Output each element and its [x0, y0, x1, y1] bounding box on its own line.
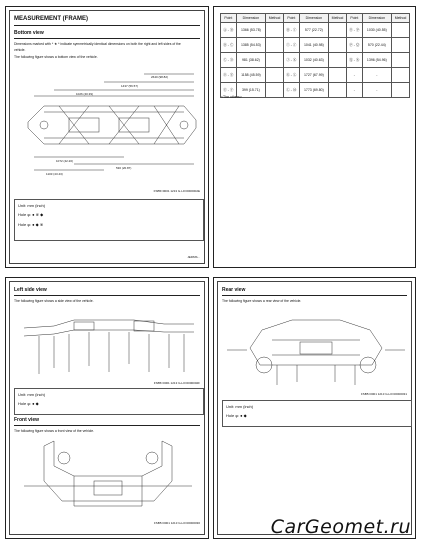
section-heading: Left side view — [14, 287, 47, 293]
table-cell: Ⓓ - Ⓔ — [221, 68, 237, 83]
legend-box — [14, 199, 204, 241]
col-header: Point — [346, 14, 362, 23]
table-cell: 1041 (40.98) — [299, 38, 328, 53]
table-header-row — [221, 14, 410, 23]
table-cell — [266, 23, 284, 38]
table-cell — [266, 53, 284, 68]
dim-label: 2640 (98.82) — [151, 75, 169, 79]
intro-text-2: vehicle. — [14, 48, 26, 52]
table-row — [221, 53, 410, 68]
table-cell: 577 (22.72) — [299, 23, 328, 38]
legend-row: Hole φ: ● ◆ ※ — [18, 222, 44, 227]
col-header: Dimension — [299, 14, 328, 23]
rear-view-frame-diagram — [222, 310, 410, 390]
table-cell: Ⓚ - Ⓛ — [283, 68, 299, 83]
site-logo: CarGeomet.ru — [270, 516, 411, 538]
title-rule — [14, 25, 200, 26]
section-rule — [14, 38, 200, 39]
table-cell: - — [362, 68, 391, 83]
table-cell — [329, 83, 347, 98]
table-cell: 399 (15.71) — [236, 83, 265, 98]
table-cell: 1385 (54.53) — [236, 38, 265, 53]
intro-text: The following figure shows a rear view of the vehicle. — [222, 299, 302, 303]
legend-row: Hole φ: ● ◆ — [226, 413, 247, 418]
intro-text: The following figure shows a side view of the vehicle. — [14, 299, 94, 303]
table-cell: 1396 (54.96) — [362, 53, 391, 68]
table-cell — [392, 83, 410, 98]
section-rule — [14, 295, 200, 296]
section-heading: Rear view — [222, 287, 246, 293]
legend-row: Hole φ: ● ◆ — [18, 401, 39, 406]
table-cell — [329, 23, 347, 38]
doc-title: MEASUREMENT (FRAME) — [14, 16, 88, 22]
table-cell: - — [346, 68, 362, 83]
table-row — [221, 23, 410, 38]
figure-code: FSB5=0001 1213 G-L0=0000002E — [153, 189, 200, 193]
unit-title: Unit: mm (inch) — [226, 404, 254, 409]
intro-text-1: Dimensions marked with * ★ * indicate symmetrically identical dimensions on both the right and left sides of the — [14, 42, 181, 46]
figure-code: FSB5=0001 1213 G-L0=00000030 — [153, 521, 200, 525]
table-cell — [392, 38, 410, 53]
dim-label: 1103 (43.43) — [46, 172, 63, 176]
table-cell: 1032 (40.63) — [299, 53, 328, 68]
front-view-frame-diagram — [14, 436, 202, 516]
table-cell: Ⓗ - Ⓘ — [283, 23, 299, 38]
page-bottom-view — [5, 6, 209, 268]
table-row — [221, 38, 410, 53]
intro-text: The following figure shows a front view of the vehicle. — [14, 429, 95, 433]
figure-code: FSB5=0001 1213 G-L0=0000002F — [153, 381, 200, 385]
table-cell: Ⓟ - Ⓠ — [346, 38, 362, 53]
table-cell: Ⓙ - Ⓚ — [283, 53, 299, 68]
table-cell — [392, 68, 410, 83]
col-header: Method — [329, 14, 347, 23]
table-cell: 1158 (45.59) — [236, 68, 265, 83]
table-cell: Ⓛ - Ⓜ — [283, 83, 299, 98]
table-cell: Ⓑ - Ⓒ — [221, 38, 237, 53]
table-cell: Ⓒ - Ⓓ — [221, 53, 237, 68]
col-header: Method — [392, 14, 410, 23]
figure-code: FSB5=0001 1213 G-L0=00000031 — [360, 392, 407, 396]
table-cell: 570 (22.44) — [362, 38, 391, 53]
page-rear-view — [213, 277, 416, 539]
section-heading: Front view — [14, 417, 40, 423]
table-cell: 1366 (53.78) — [236, 23, 265, 38]
dimension-table — [220, 13, 410, 98]
page-dimension-table — [213, 6, 416, 268]
table-cell: 981 (38.62) — [236, 53, 265, 68]
table-cell — [266, 83, 284, 98]
unit-title: Unit: mm (inch) — [18, 203, 46, 208]
table-cell: Ⓐ - Ⓑ — [221, 23, 237, 38]
unit-title: Unit: mm (inch) — [18, 392, 46, 397]
table-note: <The others> — [221, 95, 242, 99]
page-side-front-view — [5, 277, 209, 539]
table-cell — [266, 38, 284, 53]
legend-box — [14, 388, 204, 415]
col-header: Point — [221, 14, 237, 23]
col-header: Method — [266, 14, 284, 23]
table-cell — [329, 68, 347, 83]
section-rule — [222, 295, 407, 296]
dim-label: 1072 (42.20) — [56, 159, 74, 163]
table-row — [221, 83, 410, 98]
dim-label: 530 (20.87) — [116, 166, 132, 170]
bottom-view-frame-diagram — [14, 62, 202, 182]
table-cell: Ⓞ - Ⓟ — [346, 23, 362, 38]
intro-text-3: The following figure shows a bottom view of the vehicle. — [14, 55, 98, 59]
table-cell: Ⓠ - Ⓡ — [346, 53, 362, 68]
table-cell — [329, 38, 347, 53]
table-row — [221, 68, 410, 83]
table-cell: Ⓘ - Ⓙ — [283, 38, 299, 53]
legend-row: Hole φ: ● ※ ◆ — [18, 212, 44, 217]
table-cell: 1773 (69.80) — [299, 83, 328, 98]
table-cell — [329, 53, 347, 68]
legend-box — [222, 400, 412, 427]
table-cell: - — [346, 83, 362, 98]
side-view-frame-diagram — [14, 306, 202, 376]
table-cell — [392, 23, 410, 38]
section-rule — [14, 425, 200, 426]
section-heading: Bottom view — [14, 30, 44, 36]
col-header: Point — [283, 14, 299, 23]
dim-label: 1437 (56.57) — [121, 84, 139, 88]
table-cell — [266, 68, 284, 83]
table-cell: - — [362, 83, 391, 98]
page-code: JEDMS... — [187, 255, 200, 259]
table-cell: Ⓔ - Ⓕ — [221, 83, 237, 98]
table-cell: 1030 (40.55) — [362, 23, 391, 38]
table-cell: 1727 (67.99) — [299, 68, 328, 83]
col-header: Dimension — [236, 14, 265, 23]
dim-label: 1026 (40.39) — [76, 92, 94, 96]
table-cell — [392, 53, 410, 68]
col-header: Dimension — [362, 14, 391, 23]
